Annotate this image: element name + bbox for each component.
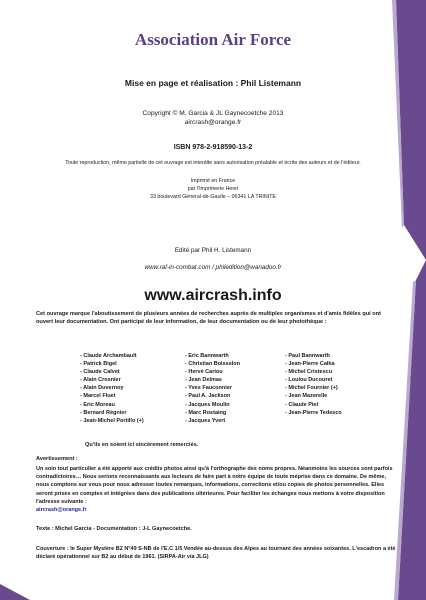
cover-caption: Couverture : le Super Mystère B2 N°49 S-NB de l'E.C 1/5 Vendée au-dessus des Alpes au tournant des années soixantes. L'escadron a été déclaré opérationnel sur B2 au début de 1961. (SIRPA-Air via JLG) xyxy=(36,546,396,561)
corner-decoration-bottom-left xyxy=(0,580,30,600)
contributor-name: - Alain Crosnier xyxy=(80,377,121,384)
contributor-name: - Michel Fournier (+) xyxy=(285,385,338,392)
corner-decoration-bottom-right xyxy=(394,260,426,600)
warning-email-link[interactable]: aircrash@orange.fr xyxy=(36,507,87,514)
printer-line-1: Imprimé en France xyxy=(190,178,236,184)
contributor-name: - Patrick Bigel xyxy=(80,361,117,368)
contributor-name: - Marcel Fluet xyxy=(80,393,116,400)
names-column-1 xyxy=(80,352,144,425)
contributor-name: - Eric Bannwarth xyxy=(185,353,229,359)
contributor-name: - Loulou Ducouret xyxy=(285,377,333,384)
editor-line: Edité par Phil H. Listemann xyxy=(174,247,252,254)
names-column-2 xyxy=(185,352,240,425)
site-url: www.aircrash.info xyxy=(144,287,282,304)
contributor-name: - Bernard Régnier xyxy=(80,409,127,416)
contributor-name: - Jean-Pierre Calka xyxy=(285,361,335,368)
contributor-name: - Jean-Michel Portillo (+) xyxy=(80,417,144,424)
isbn: ISBN 978-2-918590-13-2 xyxy=(173,144,253,151)
contributor-name: - Alain Duvernoy xyxy=(80,385,124,392)
contributor-name: - Jacques Moulin xyxy=(185,401,230,408)
contributor-name: - Marc Rostaing xyxy=(185,409,227,416)
intro-paragraph: Cet ouvrage marque l'aboutissement de plusieurs années de recherches auprès de multiples organismes et d'amis fidèles qui ont ouvert leur documentation. Ont participé de leur information, de leur documentation ou de leur photothèque : xyxy=(36,311,381,326)
credit-line: Mise en page et réalisation : Phil Listemann xyxy=(124,78,302,88)
printer-line-2: par l'Imprimerie Henri xyxy=(187,186,239,192)
editor-websites: www.raf-in-combat.com / philedition@wanadoo.fr xyxy=(144,264,282,271)
copyright-email: aircrash@orange.fr xyxy=(184,119,242,126)
thanks-line: Qu'ils en soient ici sincèrement remerciés. xyxy=(85,442,199,448)
page-title: Association Air Force xyxy=(134,30,292,49)
copyright-line: Copyright © M. Garcia & JL Gaynecoetche 2013 xyxy=(142,110,284,117)
contributor-name: - Jean Delmas xyxy=(185,377,222,384)
warning-paragraph xyxy=(36,465,398,514)
contributor-name: - Claude Archambault xyxy=(80,353,137,359)
contributor-name: - Eric Moreau xyxy=(80,401,115,408)
contributor-name: - Claude Piet xyxy=(285,401,319,408)
contributor-name: - Yves Fauconnier xyxy=(185,385,232,392)
contributor-name: - Paul Bannwarth xyxy=(285,353,330,359)
reproduction-notice: Toute reproduction, même partielle de cet ouvrage est interdite sans autorisation préalable et écrite des auteurs et de l'éditeur. xyxy=(65,160,361,166)
printer-line-3: 33 boulevard Général-de-Gaulle – 06341 LA TRINITE xyxy=(150,194,276,200)
text-credits: Texte : Michel Garcia - Documentation : J-L Gaynecoetche. xyxy=(36,526,192,532)
contributor-name: - Jean Mazerelle xyxy=(285,393,328,400)
contributor-name: - Jacques Yvert xyxy=(185,417,226,424)
contributor-name: - Michel Cristescu xyxy=(285,369,333,376)
contributor-name: - Claude Calvet xyxy=(80,369,120,376)
contributor-name: - Jean-Pierre Tedesco xyxy=(285,409,342,416)
contributor-name: - Hervé Cariou xyxy=(185,369,223,376)
names-column-3 xyxy=(285,352,342,417)
printer-block xyxy=(0,177,426,201)
warning-body-text: Un soin tout particulier a été apporté aux crédits photos ainsi qu'à l'orthographe des noms propres. Néanmoins les sources sont parfois contradictoires… Nous serions reconnaissants aux lecteurs de faire part à notre équipe de toute méprise dans ce domaine. De même, nous comptons sur vous pour nous adresser toutes remarques, informations, corrections et/ou copies de photos personnelles. Elles seront prises en comptes et intégrées dans des publications ultérieures. Pour faciliter les échanges nous mettons à votre disposition l'adresse suivante : xyxy=(36,466,393,505)
contributor-name: - Christian Boisselon xyxy=(185,361,241,368)
warning-heading: Avertissement : xyxy=(36,456,78,462)
copyright-block xyxy=(0,109,426,127)
contributor-name: - Paul A. Jackson xyxy=(185,393,231,400)
